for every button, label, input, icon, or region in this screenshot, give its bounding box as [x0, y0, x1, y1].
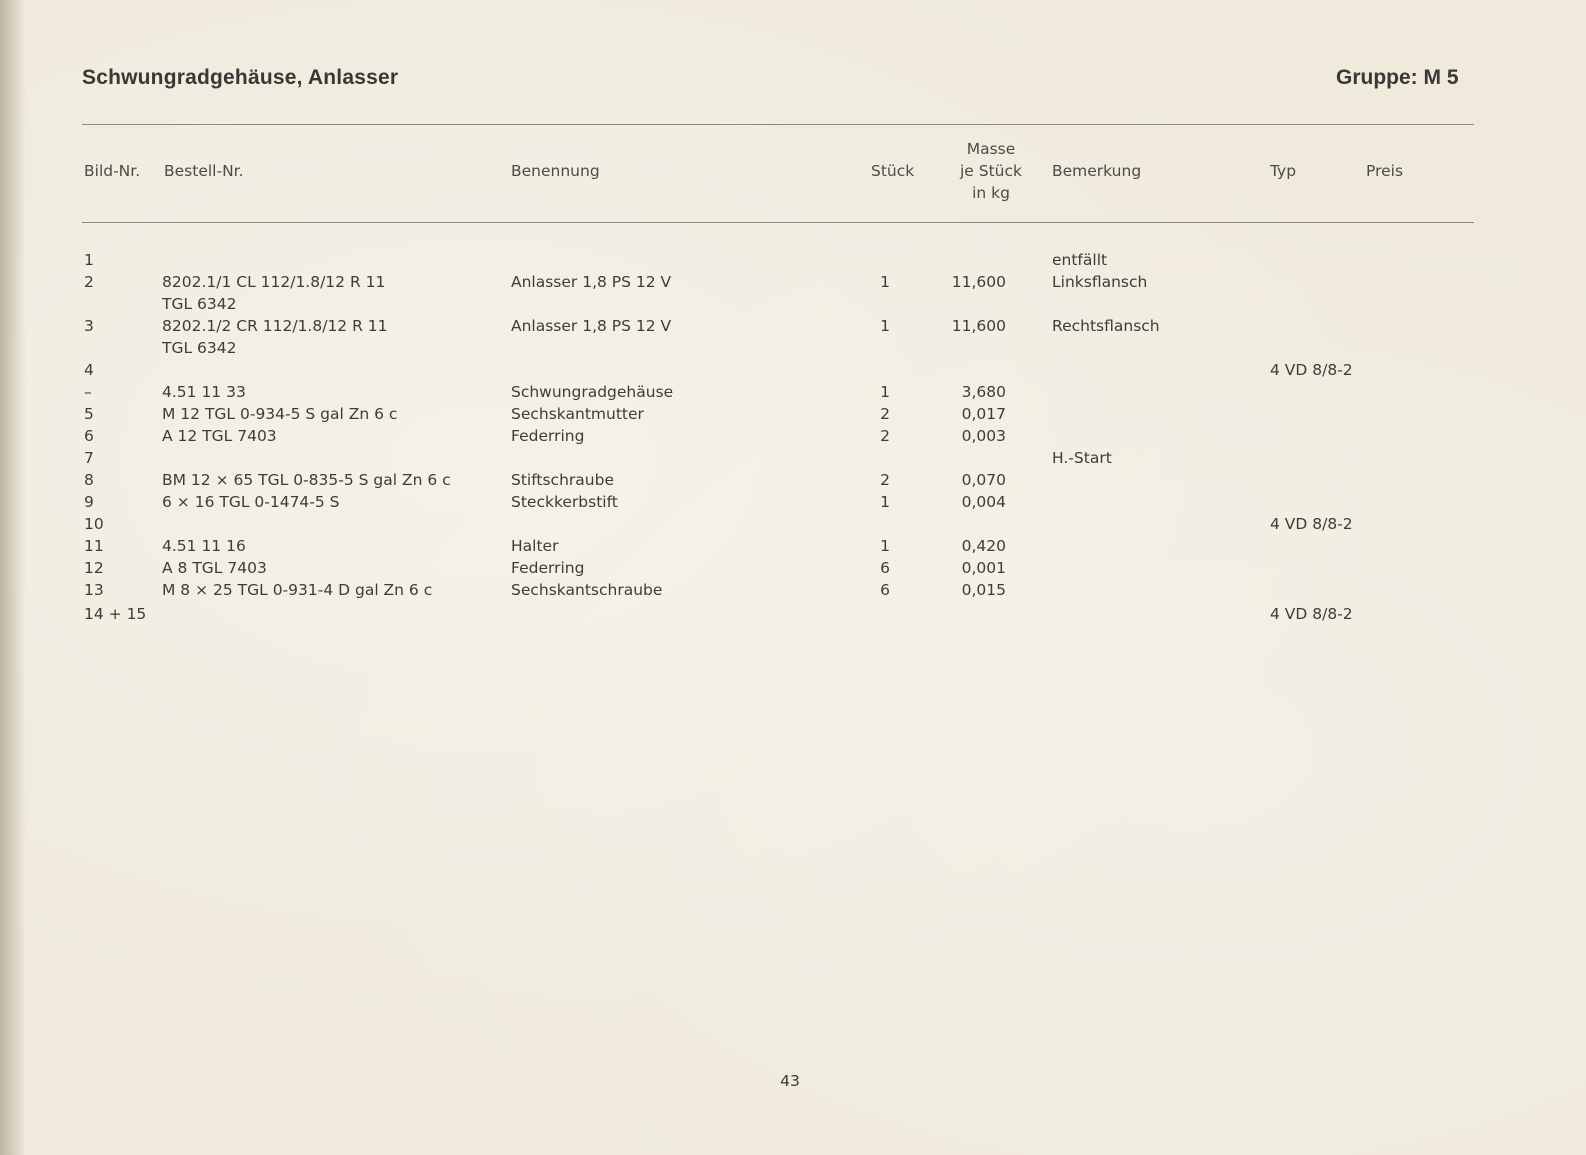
cell-bild-nr: 3 [84, 317, 94, 335]
table-row [0, 293, 1586, 315]
group-label: Gruppe: M 5 [1336, 66, 1459, 89]
cell-bemerkung: Rechtsflansch [1052, 317, 1160, 335]
cell-bild-nr: 8 [84, 471, 94, 489]
cell-masse: 0,420 [961, 537, 1006, 555]
table-row [0, 557, 1586, 579]
cell-masse: 11,600 [951, 273, 1006, 291]
cell-bild-nr: – [84, 383, 92, 401]
table-row [0, 491, 1586, 513]
cell-masse: 11,600 [951, 317, 1006, 335]
column-header-benennung: Benennung [511, 162, 600, 180]
cell-masse: 0,070 [961, 471, 1006, 489]
cell-masse: 0,015 [961, 581, 1006, 599]
cell-benennung: Anlasser 1,8 PS 12 V [511, 273, 672, 291]
cell-benennung: Schwungradgehäuse [511, 383, 674, 401]
column-header-masse-line-2: je Stück [959, 162, 1022, 180]
cell-stueck: 6 [880, 581, 890, 599]
cell-stueck: 1 [880, 537, 890, 555]
cell-bild-nr: 13 [84, 581, 104, 599]
table-row [0, 249, 1586, 271]
page-title: Schwungradgehäuse, Anlasser [82, 66, 399, 89]
cell-bild-nr: 5 [84, 405, 94, 423]
cell-bild-nr: 12 [84, 559, 104, 577]
cell-benennung: Sechskantschraube [511, 581, 663, 599]
column-header-typ: Typ [1270, 162, 1297, 180]
page-number: 43 [780, 1072, 800, 1090]
cell-benennung: Halter [511, 537, 559, 555]
cell-bestell-nr: 6 × 16 TGL 0-1474-5 S [162, 493, 340, 511]
cell-masse: 3,680 [961, 383, 1006, 401]
header-top-rule [82, 124, 1474, 125]
table-row [0, 271, 1586, 293]
cell-bild-nr: 4 [84, 361, 94, 379]
table-row [0, 359, 1586, 381]
column-header-bestell-nr: Bestell-Nr. [164, 162, 244, 180]
cell-benennung: Federring [511, 427, 585, 445]
table-row [0, 337, 1586, 359]
cell-stueck: 1 [880, 317, 890, 335]
cell-bild-nr: 9 [84, 493, 94, 511]
cell-stueck: 1 [880, 493, 890, 511]
table-row [0, 513, 1586, 535]
cell-bild-nr: 10 [84, 515, 104, 533]
cell-bild-nr: 14 + 15 [84, 605, 147, 623]
table-row [0, 579, 1586, 601]
column-header-masse-line-1: Masse [966, 140, 1016, 158]
cell-stueck: 2 [880, 471, 890, 489]
cell-stueck: 2 [880, 405, 890, 423]
cell-bemerkung: entfällt [1052, 251, 1108, 269]
cell-bild-nr: 6 [84, 427, 94, 445]
cell-bestell-nr: 8202.1/1 CL 112/1.8/12 R 11 [162, 273, 386, 291]
column-header-bild-nr: Bild-Nr. [84, 162, 141, 180]
cell-bestell-nr: A 8 TGL 7403 [162, 559, 267, 577]
cell-benennung: Federring [511, 559, 585, 577]
cell-bestell-nr: M 8 × 25 TGL 0-931-4 D gal Zn 6 c [162, 581, 433, 599]
cell-stueck: 1 [880, 273, 890, 291]
table-row [0, 315, 1586, 337]
table-row [0, 535, 1586, 557]
cell-benennung: Sechskantmutter [511, 405, 644, 423]
cell-benennung: Anlasser 1,8 PS 12 V [511, 317, 672, 335]
cell-masse: 0,001 [961, 559, 1006, 577]
cell-typ: 4 VD 8/8-2 [1270, 361, 1353, 379]
cell-bestell-nr: BM 12 × 65 TGL 0-835-5 S gal Zn 6 c [162, 471, 451, 489]
cell-masse: 0,004 [961, 493, 1006, 511]
header-bottom-rule [82, 222, 1474, 223]
column-header-masse [956, 138, 1026, 204]
table-row [0, 403, 1586, 425]
cell-benennung: Steckkerbstift [511, 493, 618, 511]
cell-stueck: 6 [880, 559, 890, 577]
cell-bild-nr: 2 [84, 273, 94, 291]
cell-benennung: Stiftschraube [511, 471, 614, 489]
table-row [0, 469, 1586, 491]
column-header-stueck: Stück [871, 162, 915, 180]
table-row [0, 447, 1586, 469]
cell-bild-nr: 7 [84, 449, 94, 467]
table-row [0, 425, 1586, 447]
table-row [0, 603, 1586, 625]
cell-bestell-nr: 8202.1/2 CR 112/1.8/12 R 11 [162, 317, 388, 335]
cell-stueck: 1 [880, 383, 890, 401]
cell-bemerkung: Linksflansch [1052, 273, 1148, 291]
cell-bestell-nr: TGL 6342 [162, 295, 237, 313]
column-header-masse-line-3: in kg [972, 184, 1010, 202]
cell-bemerkung: H.-Start [1052, 449, 1112, 467]
cell-masse: 0,017 [961, 405, 1006, 423]
cell-bestell-nr: 4.51 11 33 [162, 383, 246, 401]
cell-stueck: 2 [880, 427, 890, 445]
cell-bild-nr: 1 [84, 251, 94, 269]
column-header-bemerkung: Bemerkung [1052, 162, 1142, 180]
cell-typ: 4 VD 8/8-2 [1270, 515, 1353, 533]
cell-bild-nr: 11 [84, 537, 104, 555]
cell-masse: 0,003 [961, 427, 1006, 445]
cell-bestell-nr: M 12 TGL 0-934-5 S gal Zn 6 c [162, 405, 398, 423]
cell-bestell-nr: 4.51 11 16 [162, 537, 246, 555]
cell-bestell-nr: TGL 6342 [162, 339, 237, 357]
column-header-preis: Preis [1366, 162, 1404, 180]
cell-bestell-nr: A 12 TGL 7403 [162, 427, 277, 445]
cell-typ: 4 VD 8/8-2 [1270, 605, 1353, 623]
table-row [0, 381, 1586, 403]
